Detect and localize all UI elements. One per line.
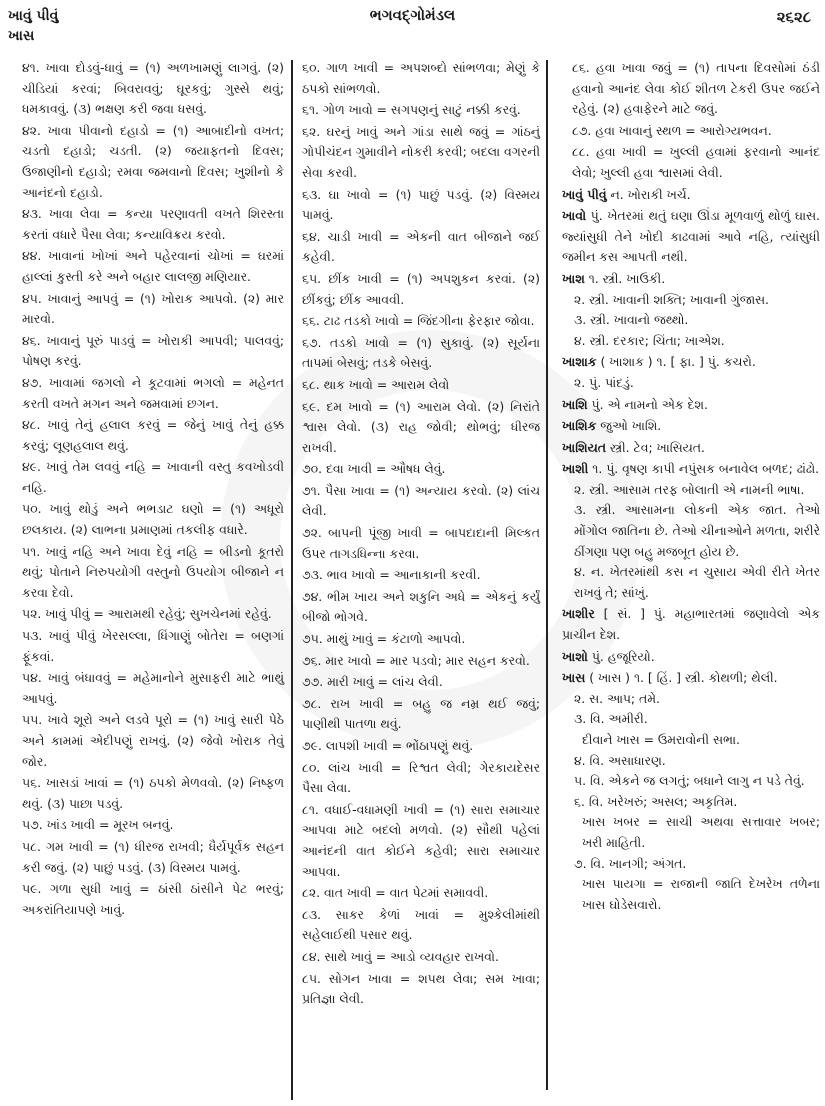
sense: ૭. વિ. ખાનગી; અંગત.: [574, 855, 687, 871]
entry-line: [562, 352, 820, 373]
idiom-entry: ૭૦. દવા ખાવી = ઔષધ લેવું.: [302, 461, 446, 477]
idiom-entry: ૮૪. સાથે ખાવું = આડો વ્યવહાર રાખવો.: [302, 948, 499, 964]
entry-line: [562, 206, 820, 268]
usage-example: ખાસ ખબર = સાચી અથવા સત્તાવાર ખબર; ખરી માહિતી.: [582, 814, 820, 850]
idiom-entry: ૮૩. સાકર કેળાં ખાવાં = મુશ્કેલીમાંથી સહેલાઈથી પસાર થવું.: [302, 906, 540, 943]
dictionary-entry: [562, 395, 820, 416]
idiom-entry: ૮૬. હવા ખાવા જવું = (૧) તાપના દિવસોમાં ઠંડી હવાનો આનંદ લેવા કોઈ શીતળ ટેકરી ઉપર જઈને રહેવું. (૨) હવાફેરને માટે જવું.: [572, 60, 820, 117]
idiom-entry: ૫૪. ખાવું બંધાવવું = મહેમાનોને મુસાફરી માટે ભાથું આપવું.: [22, 670, 284, 706]
entry-line: [562, 185, 820, 206]
idiom-entry: ૪૯. ખાવું તેમ લવવું નહિ = ખાવાની વસ્તુ કવખોડવી નહિ.: [22, 459, 284, 495]
column-middle: [302, 58, 540, 1011]
dictionary-entry: [562, 604, 820, 645]
guide-word-first: ખાવું પીવું: [8, 8, 59, 24]
idiom-entry: ૭૭. મારી ખાવું = લાંચ લેવી.: [302, 674, 443, 690]
guide-word-last: ખાસ: [8, 28, 35, 44]
idiom-entry: ૪૧. ખાવા દોડવું-ધાવું = (૧) અળખામણું લાગવું. (૨) ચીડિયાં કરવાં; બિવરાવવું; ઘૂરકવું; ગુસ્સે થવું; ધમકાવવું. (૩) ભક્ષણ કરી જવા ધસવું.: [22, 60, 284, 117]
continued-idioms: [562, 58, 820, 184]
idiom-entry: ૭૯. લાપશી ખાવી = ભોંઠાપણું થવું.: [302, 738, 474, 753]
idiom-entry: ૭૨. બાપની પૂંજી ખાવી = બાપદાદાની મિલ્કત ઉપર તાગડધિન્ના કરવા.: [302, 525, 540, 561]
idiom-entry: ૬૬. ટાઢ તડકો ખાવો = જિંદગીના ફેરફાર જોવા.: [302, 313, 535, 329]
entry-line: [562, 416, 820, 437]
idiom-entry: ૭૧. પૈસા ખાવા = (૧) અન્યાય કરવો. (૨) લાંચ લેવી.: [302, 482, 540, 519]
idiom-entry: ૬૭. તડકો ખાવો = (૧) સુકાવું. (૨) સૂર્યના તાપમાં બેસવું; તડકે બેસવું.: [302, 334, 540, 371]
page-header: [0, 0, 825, 58]
idiom-entry: ૭૩. ભાવ ખાવો = આનાકાની કરવી.: [302, 567, 481, 583]
dictionary-entry: [562, 269, 820, 351]
idiom-entry: ૫૨. ખાવું પીવું = આરામથી રહેવું; સુખચેનમાં રહેવું.: [22, 606, 272, 622]
sense: ૫. વિ. એકને જ લગતું; બધાને લાગુ ન પડે તેવું.: [574, 773, 805, 789]
definition: પું. એ નામનો એક દેશ.: [591, 396, 708, 412]
idiom-entry: ૮૭. હવા ખાવાનું સ્થળ = આરોગ્યભવન.: [572, 122, 772, 138]
column-left: [22, 58, 284, 921]
dictionary-entry: [562, 438, 820, 459]
definition: ( ખાશાક ) ૧. [ ફા. ] પું. કચરો.: [600, 354, 756, 370]
idiom-entry: ૫૯. ગળા સુધી ખાવું = ઠાંસી ઠાંસીને પેટ ભરવું; અકરાંતિયાપણે ખાવું.: [22, 881, 284, 917]
definition: ન. ખોરાકી ખર્ચ.: [610, 186, 691, 202]
idiom-entry: ૪૭. ખાવામાં જગલો ને કૂટવામાં ભગલો = મહેનત કરતી વખતે મગન અને જમવામાં છગન.: [22, 374, 284, 411]
sense: ૩. વિ. અમીરી.: [574, 711, 648, 727]
headword: ખાશો: [562, 648, 588, 664]
definition: સ્ત્રી. ટેવ; ખાસિયત.: [609, 439, 705, 455]
idiom-entry: ૬૯. દમ ખાવો = (૧) આરામ લેવો. (૨) નિરાંતે શ્વાસ લેવો. (૩) રાહ જોવી; થોભવું; ધીરજ રાખવી.: [302, 398, 540, 455]
idiom-entry: ૪૪. ખાવાનાં ખોખાં અને પહેરવાનાં ચોખાં = ઘરમાં હાલ્લાં કુસ્તી કરે અને બહાર લાલજી મણિયાર.: [22, 248, 284, 284]
entry-line: [562, 395, 820, 416]
idiom-entry: ૬૪. ચાડી ખાવી = એકની વાત બીજાને જઈ કહેવી.: [302, 228, 540, 265]
entry-line: [562, 668, 820, 689]
idiom-entry: ૬૫. છીંક ખાવી = (૧) અપશુકન કરવાં. (૨) છીંકવું; છીંક આવવી.: [302, 270, 540, 307]
sense: ૨. સ્ત્રી. આસામ તરફ બોલાતી એ નામની ભાષા.: [574, 481, 805, 497]
idiom-entry: ૪૩. ખાવા લેવા = કન્યા પરણાવતી વખતે શિરસ્તા કરતાં વધારે પૈસા લેવા; કન્યાવિક્રય કરવો.: [22, 206, 284, 242]
idiom-entry: ૪૮. ખાવું તેનું હલાલ કરવું = જેનું ખાવું તેનું હક્ક કરવું; લૂણહલાલ થવું.: [22, 417, 284, 453]
sense: ૬. વિ. ખરેખરું; અસલ; અકૃતિમ.: [574, 793, 738, 809]
page-number: ૨૬૨૮: [776, 8, 811, 26]
headword: ખાશિયત: [562, 439, 606, 455]
headword: ખાશ: [562, 270, 585, 286]
definition: જુઓ ખાશિ.: [600, 418, 662, 434]
sense: ૩. સ્ત્રી. આસામના લોકની એક જાત. તેઓ મોંગોલ જાતિના છે. તેઓ ચીનાઓને મળતા, શરીરે ઠીંગણા પણ બહુ મજબૂત હોય છે.: [574, 502, 820, 559]
headword: ખાશિક: [562, 418, 597, 434]
definition: ( ખાસ ) ૧. [ હિં. ] સ્ત્રી. કોથળી; થેલી.: [589, 670, 778, 686]
dictionary-entry: [562, 459, 820, 603]
column-divider: [291, 60, 293, 1100]
column-right: [562, 58, 820, 916]
idiom-entry: ૭૮. રાખ ખાવી = બહુ જ નમ્ર થઈ જવું; પાણીથી પાતળા થવું.: [302, 695, 540, 732]
sense: ૨. સ્ત્રી. ખાવાની શક્તિ; ખાવાની ગુંજાસ.: [574, 291, 769, 307]
dictionary-entry: [562, 352, 820, 393]
sense: ૪. વિ. અસાધારણ.: [574, 752, 666, 768]
idiom-entry: ૮૨. વાત ખાવી = વાત પેટમાં સમાવવી.: [302, 885, 489, 901]
idiom-entry: ૫૫. ખાવે શૂરો અને લડવે પૂરો = (૧) ખાવું સારી પેઠે અને કામમાં એદીપણું રાખવું. (૨) જેવો ખોરાક તેવું જોર.: [22, 712, 284, 769]
usage-example: દીવાને ખાસ = ઉમરાવોની સભા.: [582, 732, 740, 747]
definition: ૧. પું. વૃષણ કાપી નપુંસક બનાવેલ બળદ; ઢાંઢો.: [592, 461, 820, 477]
definition: ૧. સ્ત્રી. ખાઉકી.: [588, 270, 666, 286]
entry-line: [562, 647, 820, 668]
headword: ખાવું પીવું: [562, 186, 607, 202]
running-title: ભગવદ્ગોમંડલ: [369, 6, 456, 24]
definition: પું. ખેતરમાં થતું ઘણા ઊંડા મૂળવાળું થોળું ઘાસ. જ્યાંસુધી તેને ખોદી કાઢવામાં આવે નહિ, ત્યાંસુધી જમીન કસ આપતી નથી.: [562, 208, 820, 265]
headword: ખાશિ: [562, 396, 588, 412]
sense: ૪. સ્ત્રી. દરકાર; ચિંતા; ખાએશ.: [574, 332, 725, 348]
sense: ૨. પું. પાંદડું.: [574, 374, 634, 390]
idiom-entry: ૪૨. ખાવા પીવાનો દહાડો = (૧) આબાદીનો વખત; ચડતો દહાડો; ચડતી. (૨) જયાફતનો દિવસ; ઉજાણીનો દહાડો; રમવા જમવાનો દિવસ; ખુશીનો કે આનંદનો દહાડો.: [22, 122, 284, 200]
definition: પું. હજૂરિયો.: [591, 648, 655, 664]
entry-line: [562, 269, 820, 290]
sense: ૪. ન. ખેતરમાંથી કસ ન ચુસાય એવી રીતે ખેતર રાખવું તે; સાંખું.: [574, 564, 820, 600]
idiom-entry: ૮૫. સોગન ખાવા = શપથ લેવા; સમ ખાવા; પ્રતિજ્ઞા લેવી.: [302, 970, 540, 1007]
sense: ૩. સ્ત્રી. ખાવાનો જથ્થો.: [574, 312, 689, 328]
headword: ખાશાક: [562, 354, 597, 370]
idiom-entry: ૮૦. લાંચ ખાવી = રિશ્વત લેવી; ગેરકાયદેસર પૈસા લેવા.: [302, 759, 540, 796]
idiom-entry: ૬૮. થાક ખાવો = આરામ લેવો: [302, 376, 450, 392]
dictionary-entry: [562, 668, 820, 915]
idiom-entry: ૬૧. ગોળ ખાવો = સગપણનું સાટું નક્કી કરવું.: [302, 102, 521, 118]
column-divider: [546, 60, 548, 1090]
headword: ખાશીર: [562, 606, 595, 622]
idiom-entry: ૫૮. ગમ ખાવી = (૧) ધીરજ રાખવી; ધૈર્યપૂર્વક સહન કરી જવું. (૨) પાછું પડવું. (૩) વિસ્મય પામવું.: [22, 838, 284, 875]
usage-example: ખાસ પાયગા = રાજાની જાતિ દેખરેખ તળેના ખાસ ઘોડેસવારો.: [582, 876, 820, 912]
entry-line: [562, 604, 820, 645]
idiom-entry: ૫૬. ખાસડાં ખાવાં = (૧) ઠપકો મેળવવો. (૨) નિષ્ફળ થવું. (૩) પાછા પડવું.: [22, 775, 284, 811]
idiom-entry: ૬૨. ઘરનું ખાવું અને ગાંડા સાથે જવું = ગાંઠનું ગોપીચંદન ગુમાવીને નોકરી કરવી; બદલા વગરની સેવા કરવી.: [302, 123, 540, 180]
idiom-entry: ૫૩. ખાવું પીવું ખેરસલ્લા, ધિંગાણું બોતેરા = બણગાં ફૂંકવાં.: [22, 628, 284, 664]
idiom-entry: ૬૦. ગાળ ખાવી = અપશબ્દો સાંભળવા; મેણું કે ઠપકો સાંભળવો.: [302, 60, 540, 96]
idiom-entry: ૪૬. ખાવાનું પૂરું પાડવું = ખોરાકી આપવી; પાલવવું; પોષણ કરવું.: [22, 332, 284, 369]
idiom-entry: ૭૫. માથું ખાવું = કંટાળો આપવો.: [302, 631, 466, 647]
headword: ખાશી: [562, 461, 589, 477]
dictionary-entry: [562, 647, 820, 668]
idiom-entry: ૫૧. ખાવું નહિ અને ખાવા દેવું નહિ = બીડનો કૂતરો થવું; પોતાને નિરુપયોગી વસ્તુનો ઉપયોગ બીજાને ન કરવા દેવો.: [22, 543, 284, 600]
definition: [ સં. ] પું. મહાભારતમાં જણાવેલો એક પ્રાચીન દેશ.: [562, 606, 820, 643]
idiom-entry: ૬૩. ઘા ખાવો = (૧) પાછું પડવું. (૨) વિસ્મય પામવું.: [302, 186, 540, 223]
idiom-entry: ૭૬. માર ખાવો = માર પડવો; માર સહન કરવો.: [302, 652, 530, 668]
idiom-entry: ૫૭. ખાંડ ખાવી = મૂરખ બનવું.: [22, 817, 174, 833]
headword: ખાવો: [562, 208, 587, 224]
dictionary-entry: [562, 185, 820, 206]
sense: ૨. સ. આપ; તમે.: [574, 690, 660, 706]
entry-line: [562, 459, 820, 480]
idiom-entry: ૮૮. હવા ખાવી = ખુલ્લી હવામાં ફરવાનો આનંદ લેવો; ખુલ્લી હવા શ્વાસમાં લેવી.: [572, 144, 820, 180]
idiom-entry: ૪૫. ખાવાનું આપવું = (૧) ખોરાક આપવો. (૨) માર મારવો.: [22, 290, 284, 327]
dictionary-entry: [562, 206, 820, 268]
entry-line: [562, 438, 820, 459]
idiom-entry: ૮૧. વધાઈ-વધામણી ખાવી = (૧) સારા સમાચાર આપવા માટે બદલો મળવો. (૨) સૌથી પહેલાં આનંદની વાત કોઈને કહેવી; સારા સમાચાર આપવા.: [302, 801, 540, 879]
idiom-entry: ૫૦. ખાવું થોડું અને ભભડાટ ઘણો = (૧) અધૂરો છલકાય. (૨) લાભના પ્રમાણમાં તકલીફ વધારે.: [22, 501, 284, 538]
dictionary-entry: [562, 416, 820, 437]
headword: ખાસ: [562, 670, 586, 686]
idiom-entry: ૭૪. ભીમ ખાય અને શકુનિ અધે = એકનું કર્યું બીજો ભોગવે.: [302, 588, 540, 625]
